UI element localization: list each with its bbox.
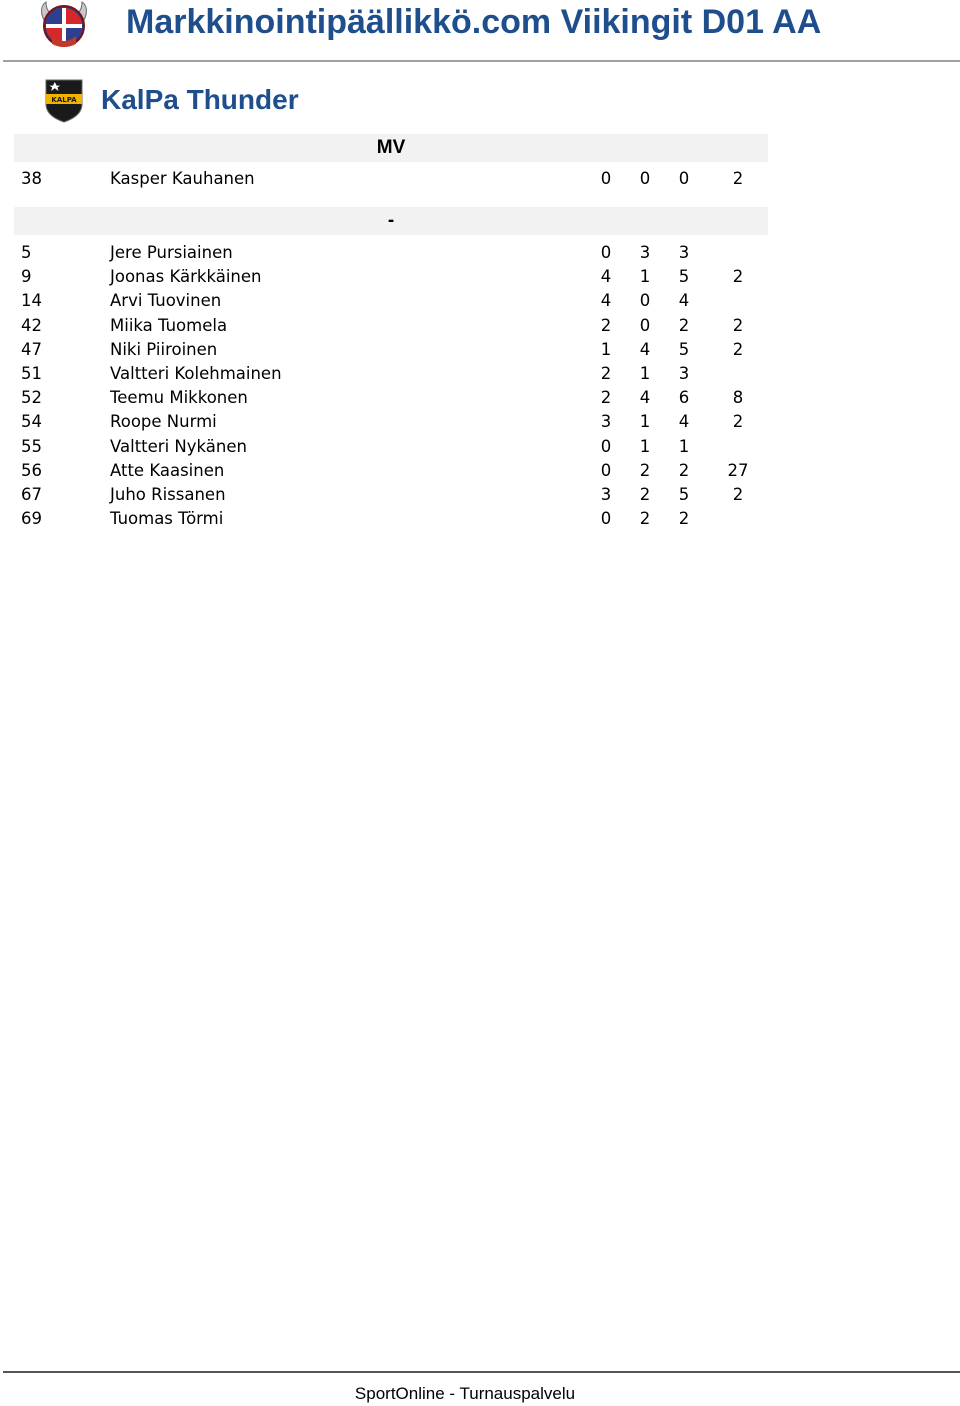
stat-goals: 3 bbox=[600, 412, 612, 432]
player-name: Roope Nurmi bbox=[110, 412, 217, 432]
stat-assists: 2 bbox=[639, 460, 651, 480]
player-number: 54 bbox=[21, 412, 42, 432]
player-name: Arvi Tuovinen bbox=[110, 291, 222, 311]
stat-goals: 2 bbox=[600, 315, 612, 335]
stat-goals: 0 bbox=[600, 460, 612, 480]
player-row bbox=[0, 483, 960, 507]
player-number: 42 bbox=[21, 315, 42, 335]
stat-penalties: 2 bbox=[732, 485, 744, 504]
player-name: Joonas Kärkkäinen bbox=[110, 267, 262, 287]
stat-goals: 0 bbox=[600, 509, 612, 529]
stat-points: 1 bbox=[678, 436, 690, 456]
stat-points: 4 bbox=[678, 412, 690, 432]
stat-goals: 4 bbox=[600, 267, 612, 287]
kalpa-logo-icon bbox=[42, 76, 86, 124]
section-header-skaters: - bbox=[14, 207, 768, 235]
stat-penalties: 8 bbox=[732, 388, 744, 408]
player-number: 55 bbox=[21, 436, 42, 456]
stat-penalties: 2 bbox=[732, 169, 744, 188]
stat-goals: 4 bbox=[600, 291, 612, 311]
stat-penalties: 2 bbox=[732, 412, 744, 432]
stat-goals: 1 bbox=[600, 339, 612, 359]
player-number: 38 bbox=[21, 169, 42, 188]
player-number: 67 bbox=[21, 485, 42, 504]
footer-text: SportOnline - Turnauspalvelu bbox=[354, 1384, 576, 1403]
player-row bbox=[0, 386, 960, 410]
stat-penalties: 2 bbox=[732, 339, 744, 359]
stat-points: 5 bbox=[678, 485, 690, 504]
player-row bbox=[0, 362, 960, 386]
stat-points: 2 bbox=[678, 509, 690, 529]
player-row bbox=[0, 435, 960, 459]
viikingit-logo-icon bbox=[38, 0, 90, 50]
stat-assists: 0 bbox=[639, 169, 651, 188]
player-name: Juho Rissanen bbox=[110, 485, 226, 504]
player-name: Miika Tuomela bbox=[110, 315, 228, 335]
player-number: 9 bbox=[21, 267, 32, 287]
player-row bbox=[0, 338, 960, 362]
header-divider bbox=[3, 60, 960, 62]
stat-points: 5 bbox=[678, 339, 690, 359]
player-name: Teemu Mikkonen bbox=[110, 388, 248, 408]
stat-points: 2 bbox=[678, 460, 690, 480]
player-name: Jere Pursiainen bbox=[110, 243, 233, 262]
player-row bbox=[0, 410, 960, 434]
stat-points: 3 bbox=[678, 243, 690, 262]
player-name: Atte Kaasinen bbox=[110, 460, 225, 480]
player-name: Tuomas Törmi bbox=[110, 509, 224, 529]
stat-goals: 2 bbox=[600, 388, 612, 408]
stat-assists: 1 bbox=[639, 267, 651, 287]
svg-text:KALPA: KALPA bbox=[51, 96, 77, 104]
player-row bbox=[0, 289, 960, 313]
player-name: Kasper Kauhanen bbox=[110, 169, 255, 188]
player-number: 14 bbox=[21, 291, 42, 311]
stat-assists: 2 bbox=[639, 485, 651, 504]
stat-penalties: 2 bbox=[732, 267, 744, 287]
page-header bbox=[0, 0, 960, 60]
stat-assists: 0 bbox=[639, 291, 651, 311]
stat-assists: 1 bbox=[639, 412, 651, 432]
player-row bbox=[0, 507, 960, 531]
team-name: KalPa Thunder bbox=[101, 84, 299, 115]
player-name: Valtteri Nykänen bbox=[110, 436, 247, 456]
stat-points: 6 bbox=[678, 388, 690, 408]
stat-points: 4 bbox=[678, 291, 690, 311]
stat-goals: 2 bbox=[600, 364, 612, 383]
stat-assists: 4 bbox=[639, 339, 651, 359]
stat-points: 3 bbox=[678, 364, 690, 383]
player-number: 69 bbox=[21, 509, 42, 529]
player-row bbox=[0, 314, 960, 338]
stat-goals: 0 bbox=[600, 169, 612, 188]
footer-divider bbox=[3, 1371, 960, 1373]
stat-assists: 0 bbox=[639, 315, 651, 335]
event-title: Markkinointipäällikkö.com Viikingit D01 AA bbox=[126, 3, 822, 41]
player-number: 52 bbox=[21, 388, 42, 408]
section-header-goalies: MV bbox=[14, 134, 768, 162]
player-number: 51 bbox=[21, 364, 42, 383]
stat-assists: 1 bbox=[639, 436, 651, 456]
player-row bbox=[0, 241, 960, 265]
player-row bbox=[0, 459, 960, 483]
stat-penalties: 2 bbox=[732, 315, 744, 335]
stat-assists: 4 bbox=[639, 388, 651, 408]
stat-points: 5 bbox=[678, 267, 690, 287]
stat-goals: 3 bbox=[600, 485, 612, 504]
stat-goals: 0 bbox=[600, 243, 612, 262]
player-name: Valtteri Kolehmainen bbox=[110, 364, 282, 383]
stat-penalties: 27 bbox=[727, 460, 749, 480]
stat-assists: 3 bbox=[639, 243, 651, 262]
stat-points: 2 bbox=[678, 315, 690, 335]
stat-points: 0 bbox=[678, 169, 690, 188]
player-row bbox=[0, 265, 960, 289]
player-number: 56 bbox=[21, 460, 42, 480]
player-name: Niki Piiroinen bbox=[110, 339, 218, 359]
player-number: 47 bbox=[21, 339, 42, 359]
player-number: 5 bbox=[21, 243, 32, 262]
stat-assists: 1 bbox=[639, 364, 651, 383]
stat-goals: 0 bbox=[600, 436, 612, 456]
player-row bbox=[0, 167, 960, 191]
stat-assists: 2 bbox=[639, 509, 651, 529]
